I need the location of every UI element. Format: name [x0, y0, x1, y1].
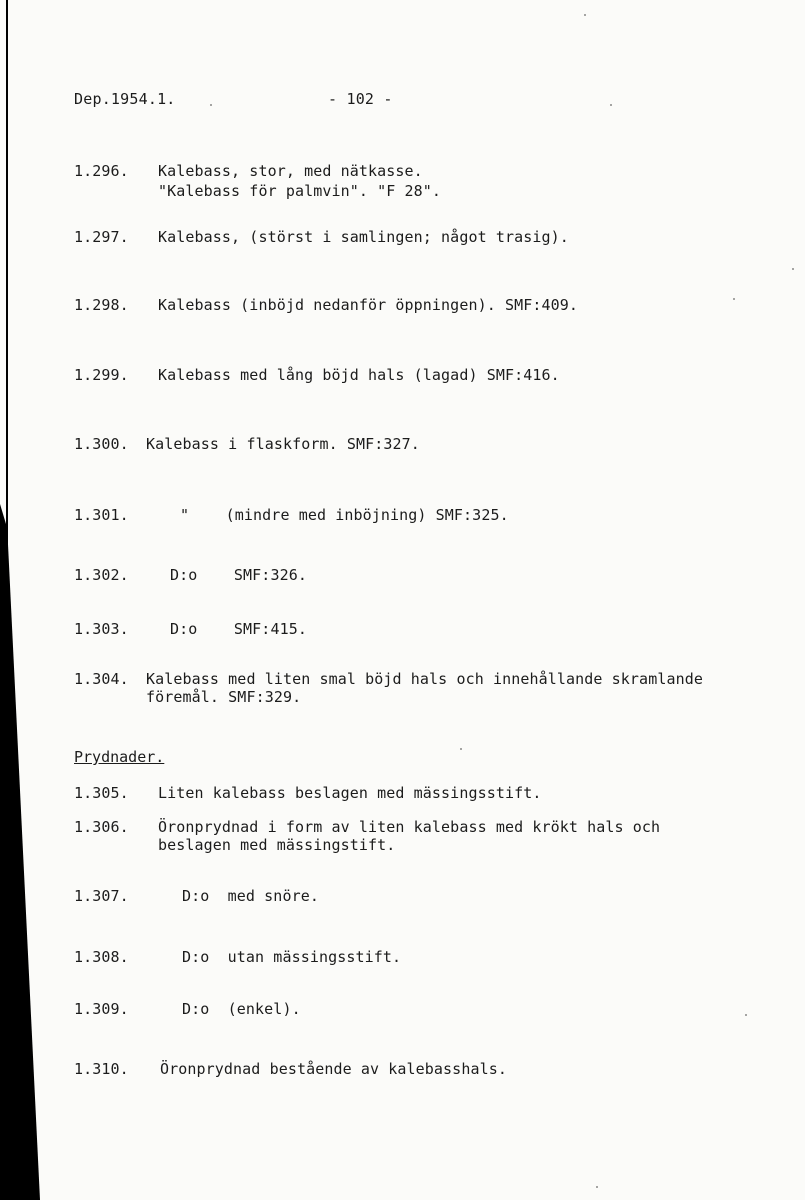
- entry-text-continued: föremål. SMF:329.: [146, 688, 302, 706]
- entry-text: D:o utan mässingsstift.: [182, 948, 402, 966]
- page-header: [74, 90, 393, 108]
- entry-number: 1.303.: [74, 620, 129, 638]
- entry-text: Öronprydnad bestående av kalebasshals.: [160, 1060, 507, 1078]
- entry-number: 1.302.: [74, 566, 129, 584]
- entry-text: Kalebass (inböjd nedanför öppningen). SMF:409.: [158, 296, 579, 314]
- entry-number: 1.298.: [74, 296, 129, 314]
- entry-number: 1.304.: [74, 670, 129, 688]
- entry-number: 1.297.: [74, 228, 129, 246]
- entry-number: 1.309.: [74, 1000, 129, 1018]
- scan-speck: [792, 268, 794, 270]
- section-heading: Prydnader.: [74, 748, 165, 766]
- entry-number: 1.296.: [74, 162, 129, 180]
- scan-speck: [210, 104, 212, 106]
- entry-text: D:o SMF:415.: [170, 620, 307, 638]
- entry-number: 1.306.: [74, 818, 129, 836]
- entry-text: D:o SMF:326.: [170, 566, 307, 584]
- entry-text-continued: "Kalebass för palmvin". "F 28".: [158, 182, 442, 200]
- page-number: - 102 -: [328, 90, 393, 108]
- entry-number: 1.301.: [74, 506, 129, 524]
- scan-shadow: [0, 0, 40, 1200]
- entry-text: Kalebass med lång böjd hals (lagad) SMF:416.: [158, 366, 560, 384]
- entry-text: Kalebass, stor, med nätkasse.: [158, 162, 423, 180]
- entry-text: Öronprydnad i form av liten kalebass med krökt hals och: [158, 818, 661, 836]
- document-reference: Dep.1954.1.: [74, 90, 176, 108]
- entry-text: D:o med snöre.: [182, 887, 319, 905]
- entry-text: Kalebass, (störst i samlingen; något trasig).: [158, 228, 569, 246]
- entry-number: 1.305.: [74, 784, 129, 802]
- scan-speck: [584, 14, 586, 16]
- entry-text-continued: beslagen med mässingstift.: [158, 836, 396, 854]
- entry-number: 1.299.: [74, 366, 129, 384]
- entry-number: 1.310.: [74, 1060, 129, 1078]
- scan-speck: [596, 1186, 598, 1188]
- scan-speck: [610, 104, 612, 106]
- entry-text: D:o (enkel).: [182, 1000, 301, 1018]
- entry-text: Kalebass i flaskform. SMF:327.: [146, 435, 420, 453]
- entry-number: 1.300.: [74, 435, 129, 453]
- entry-text: " (mindre med inböjning) SMF:325.: [180, 506, 509, 524]
- scan-speck: [460, 748, 462, 750]
- scan-speck: [745, 1014, 747, 1016]
- entry-text: Liten kalebass beslagen med mässingsstift.: [158, 784, 542, 802]
- entry-text: Kalebass med liten smal böjd hals och innehållande skramlande: [146, 670, 703, 688]
- entry-number: 1.308.: [74, 948, 129, 966]
- entry-number: 1.307.: [74, 887, 129, 905]
- scan-edge: [0, 0, 40, 1200]
- scan-speck: [733, 298, 735, 300]
